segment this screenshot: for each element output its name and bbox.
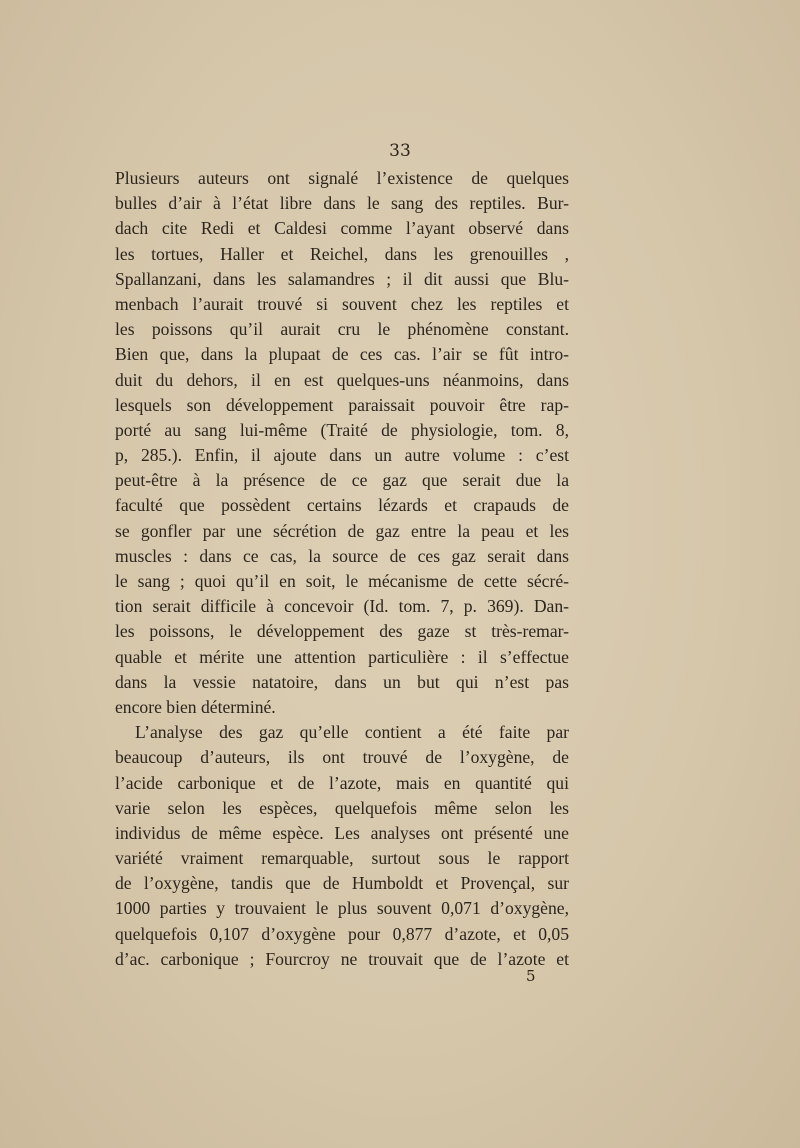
text-line: le sang ; quoi qu’il en soit, le mécanisme de cette sécré- [115, 571, 569, 591]
text-line: l’acide carbonique et de l’azote, mais en quantité qui [115, 772, 569, 793]
page-number: 33 [389, 141, 411, 161]
text-line: encore bien déterminé. [115, 696, 276, 717]
text-line: Spallanzani, dans les salamandres ; il dit aussi que Blu- [115, 268, 569, 289]
text-line: les poissons qu’il aurait cru le phénomène constant. [115, 319, 569, 340]
text-line: muscles : dans ce cas, la source de ces gaz serait dans [115, 545, 569, 566]
text-line: variété vraiment remarquable, surtout sous le rapport [115, 848, 569, 869]
text-line: Bien que, dans la plupaat de ces cas. l’air se fût intro- [115, 344, 569, 365]
text-line: se gonfler par une sécrétion de gaz entre la peau et les [115, 520, 569, 541]
text-line: dach cite Redi et Caldesi comme l’ayant observé dans [115, 218, 569, 239]
text-line: faculté que possèdent certains lézards et crapauds de [115, 495, 569, 516]
text-line: lesquels son développement paraissait pouvoir être rap- [115, 394, 569, 415]
text-line: porté au sang lui-même (Traité de physiologie, tom. 8, [115, 419, 569, 440]
text-line: 1000 parties y trouvaient le plus souvent 0,071 d’oxygène, [115, 898, 569, 919]
text-line: les tortues, Haller et Reichel, dans les grenouilles , [115, 243, 569, 264]
text-line: d’ac. carbonique ; Fourcroy ne trouvait que de l’azote et [115, 948, 569, 969]
text-line: de l’oxygène, tandis que de Humboldt et Provençal, sur [115, 873, 569, 894]
text-line: duit du dehors, il en est quelques-uns néanmoins, dans [115, 369, 569, 390]
text-line: tion serait difficile à concevoir (Id. tom. 7, p. 369). Dan- [115, 596, 569, 617]
text-line: dans la vessie natatoire, dans un but qui n’est pas [115, 671, 569, 692]
signature-mark: 5 [526, 967, 536, 985]
text-line: individus de même espèce. Les analyses ont présenté une [115, 822, 569, 843]
text-line: Plusieurs auteurs ont signalé l’existence de quelques [115, 168, 569, 188]
text-line: beaucoup d’auteurs, ils ont trouvé de l’oxygène, de [115, 747, 569, 768]
text-line: varie selon les espèces, quelquefois même selon les [115, 797, 569, 818]
text-line: les poissons, le développement des gaze st très-remar- [115, 621, 569, 642]
text-line: bulles d’air à l’état libre dans le sang des reptiles. Bur- [115, 193, 569, 214]
body-text [115, 166, 569, 972]
text-line: quelquefois 0,107 d’oxygène pour 0,877 d’azote, et 0,05 [115, 923, 569, 944]
text-line: L’analyse des gaz qu’elle contient a été faite par [135, 722, 569, 743]
text-line: menbach l’aurait trouvé si souvent chez les reptiles et [115, 293, 569, 314]
text-line: peut-être à la présence de ce gaz que serait due la [115, 470, 569, 491]
text-line: p, 285.). Enfin, il ajoute dans un autre volume : c’est [115, 445, 569, 466]
text-line: quable et mérite une attention particulière : il s’effectue [115, 646, 569, 667]
